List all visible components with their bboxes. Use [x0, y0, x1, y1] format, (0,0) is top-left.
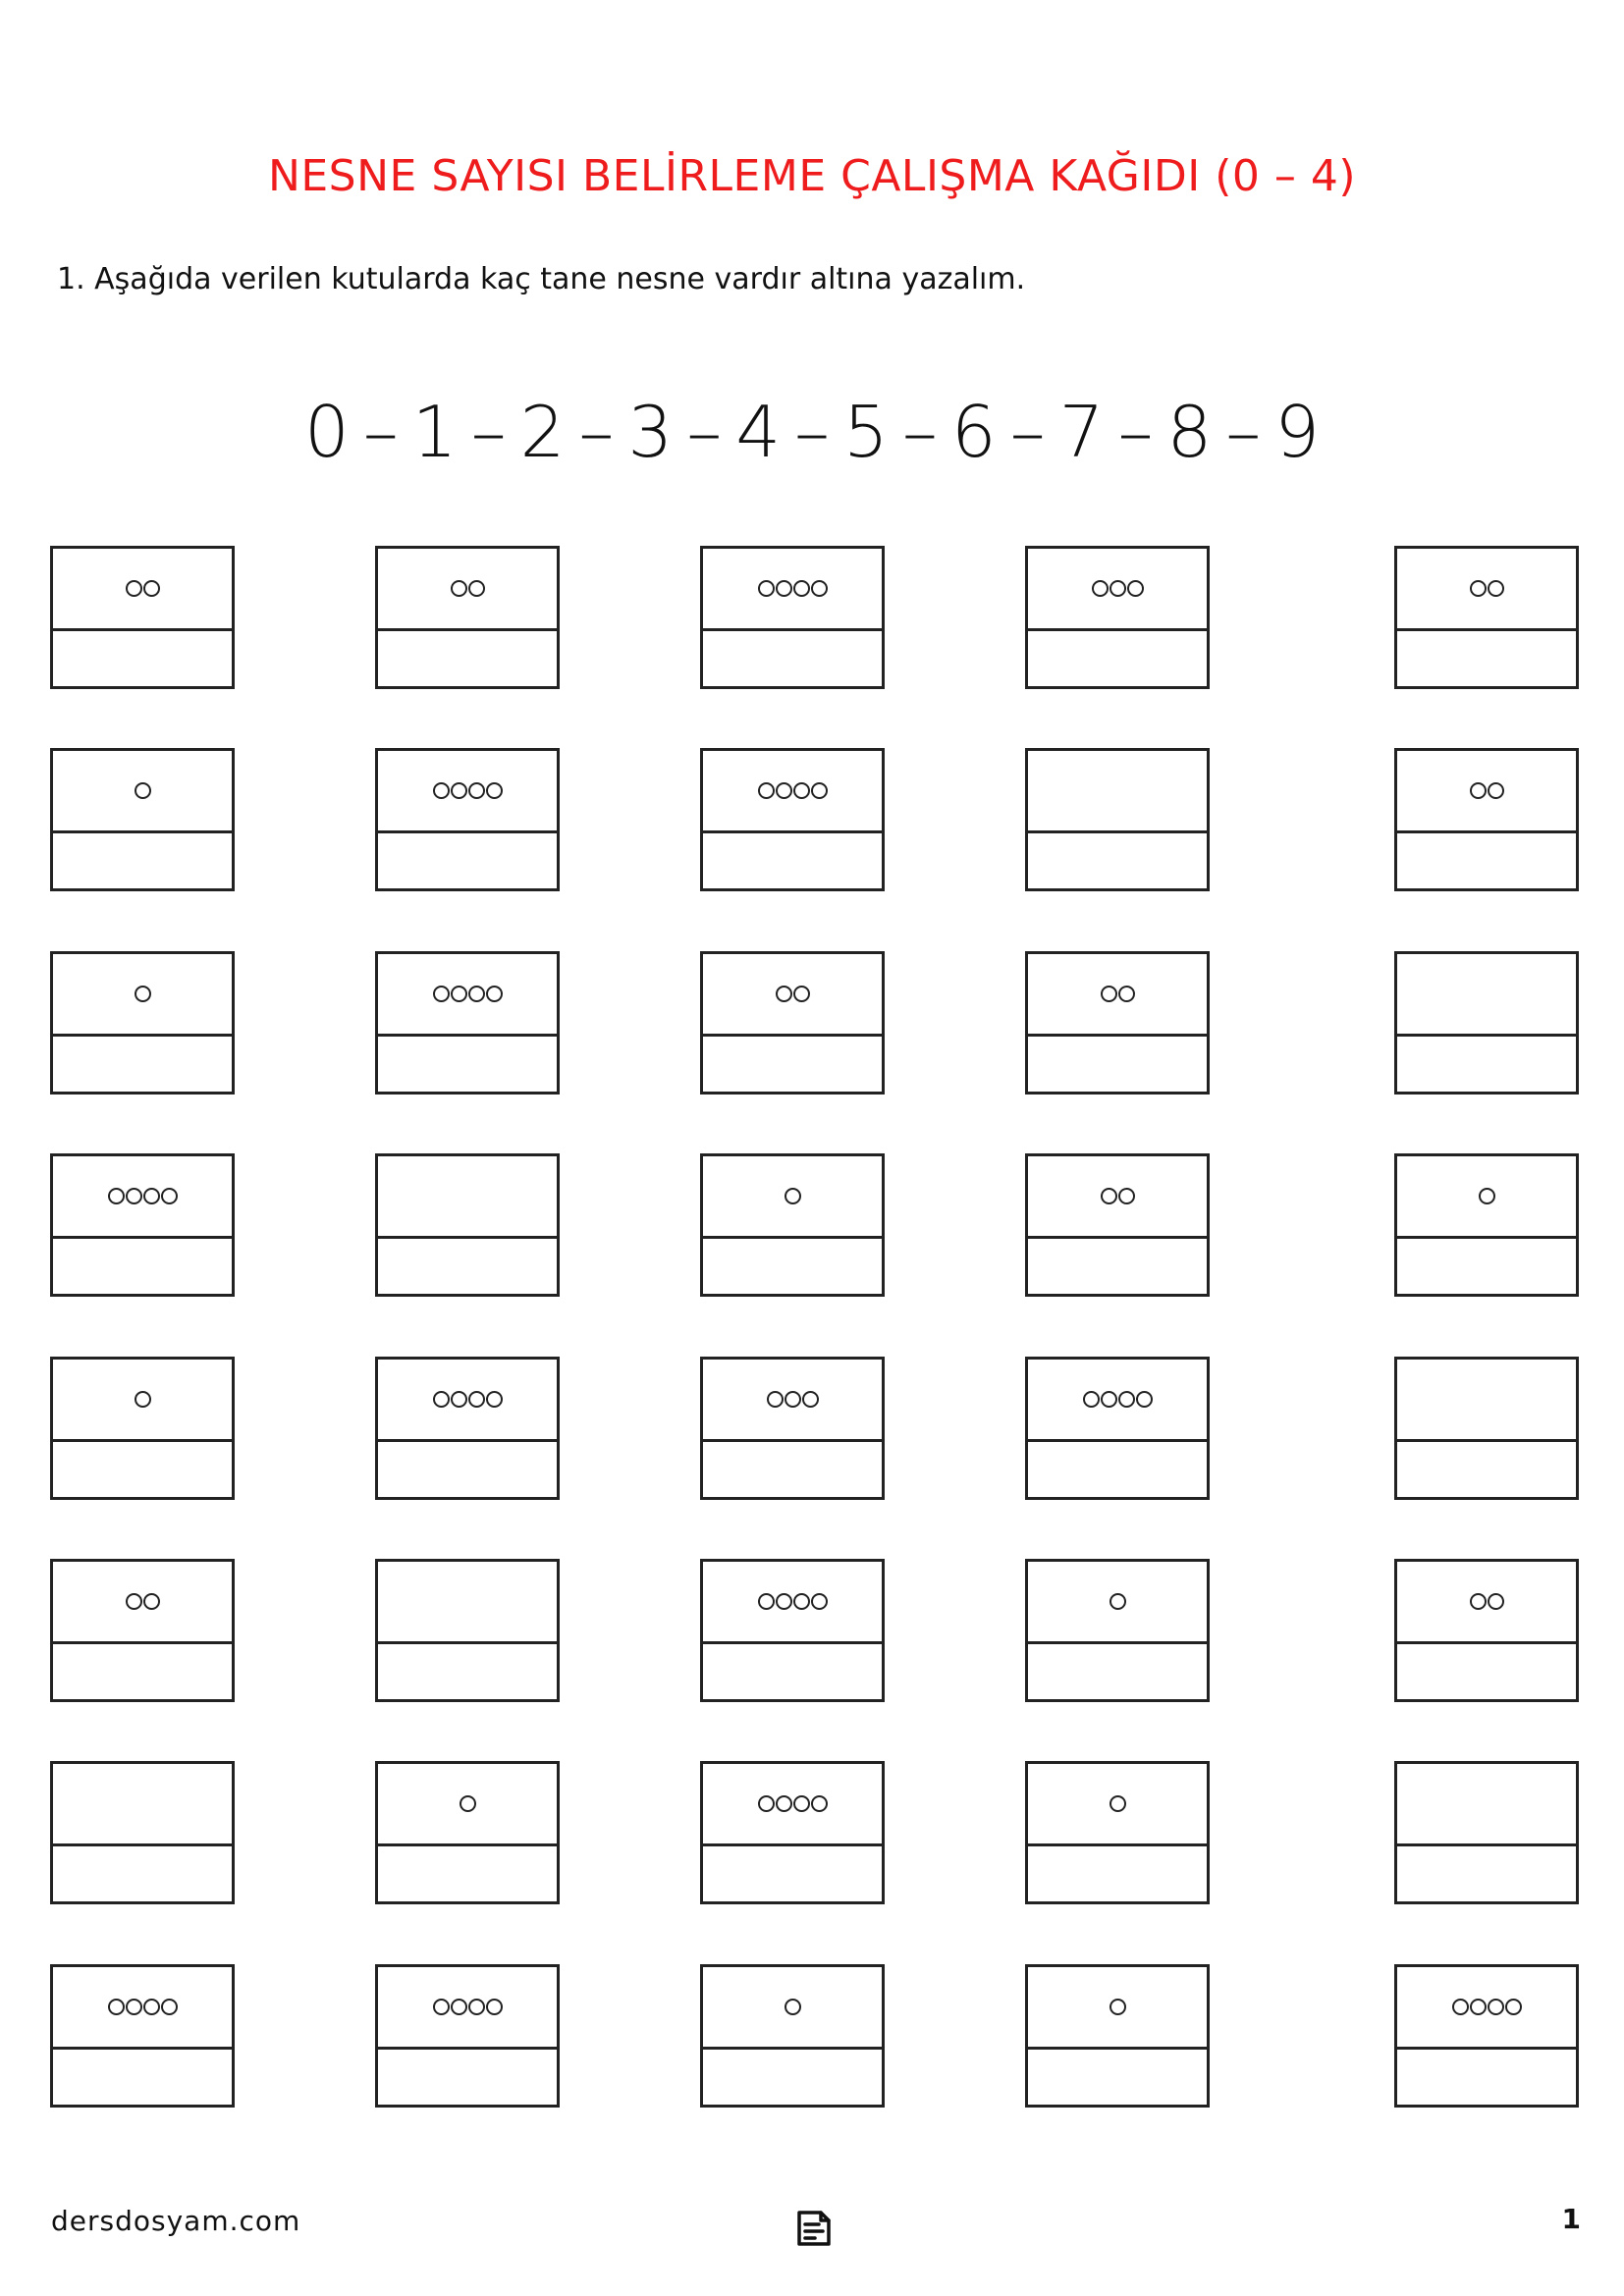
- count-box: [50, 1559, 235, 1702]
- answer-field[interactable]: [378, 1439, 557, 1497]
- circle-object-icon: [758, 1795, 775, 1812]
- circle-object-icon: [1488, 1593, 1504, 1610]
- circle-object-icon: [1505, 1999, 1522, 2015]
- page-title: NESNE SAYISI BELİRLEME ÇALIŞMA KAĞIDI (0 – 4): [267, 151, 1357, 201]
- circle-object-icon: [1101, 1188, 1117, 1204]
- count-box: [1394, 748, 1579, 891]
- circle-object-icon: [451, 580, 467, 597]
- circle-object-icon: [108, 1188, 125, 1204]
- circle-object-icon: [758, 1593, 775, 1610]
- circle-object-icon: [776, 986, 792, 1002]
- circle-object-icon: [776, 782, 792, 799]
- number-separator: –: [470, 391, 507, 473]
- objects-area: [703, 1967, 882, 2050]
- answer-field[interactable]: [53, 1843, 232, 1901]
- circle-object-icon: [143, 1999, 160, 2015]
- number-0: 0: [303, 391, 350, 473]
- objects-area: [1397, 1156, 1576, 1239]
- circle-object-icon: [468, 1999, 485, 2015]
- number-separator: –: [901, 391, 938, 473]
- answer-field[interactable]: [53, 1236, 232, 1294]
- count-box: [1394, 951, 1579, 1095]
- circle-object-icon: [1479, 1188, 1495, 1204]
- count-box: [1025, 748, 1210, 891]
- circle-object-icon: [793, 782, 810, 799]
- objects-area: [1397, 1360, 1576, 1442]
- circle-object-icon: [1127, 580, 1144, 597]
- answer-field[interactable]: [1028, 628, 1207, 686]
- circle-object-icon: [758, 782, 775, 799]
- circle-object-icon: [776, 1795, 792, 1812]
- objects-area: [703, 1360, 882, 1442]
- count-box: [1025, 1153, 1210, 1297]
- objects-area: [378, 1360, 557, 1442]
- count-box: [700, 546, 885, 689]
- count-box: [700, 1761, 885, 1904]
- circle-object-icon: [451, 1999, 467, 2015]
- number-4: 4: [735, 391, 781, 473]
- circle-object-icon: [135, 1391, 151, 1408]
- circle-object-icon: [1136, 1391, 1153, 1408]
- objects-area: [1028, 954, 1207, 1037]
- objects-area: [378, 549, 557, 631]
- objects-area: [1028, 1562, 1207, 1644]
- answer-field[interactable]: [703, 1843, 882, 1901]
- circle-object-icon: [135, 986, 151, 1002]
- objects-area: [703, 954, 882, 1037]
- count-box: [375, 1357, 560, 1500]
- count-box: [375, 1153, 560, 1297]
- count-box: [50, 1357, 235, 1500]
- count-box: [50, 748, 235, 891]
- number-separator: –: [362, 391, 399, 473]
- circle-object-icon: [108, 1999, 125, 2015]
- circle-object-icon: [1470, 580, 1487, 597]
- circle-object-icon: [793, 1795, 810, 1812]
- circle-object-icon: [126, 1999, 142, 2015]
- circle-object-icon: [451, 986, 467, 1002]
- objects-area: [1028, 1360, 1207, 1442]
- answer-field[interactable]: [1397, 628, 1576, 686]
- circle-object-icon: [793, 1593, 810, 1610]
- circle-object-icon: [776, 1593, 792, 1610]
- circle-object-icon: [785, 1391, 801, 1408]
- count-box: [1394, 1153, 1579, 1297]
- circle-object-icon: [1470, 1593, 1487, 1610]
- count-box: [1025, 951, 1210, 1095]
- count-box: [375, 1761, 560, 1904]
- circle-object-icon: [460, 1795, 476, 1812]
- circle-object-icon: [1110, 1999, 1126, 2015]
- objects-area: [53, 1967, 232, 2050]
- circle-object-icon: [1083, 1391, 1100, 1408]
- count-box: [1025, 1559, 1210, 1702]
- objects-area: [703, 1562, 882, 1644]
- objects-area: [53, 1360, 232, 1442]
- answer-field[interactable]: [53, 1641, 232, 1699]
- circle-object-icon: [433, 1391, 450, 1408]
- answer-field[interactable]: [1028, 1439, 1207, 1497]
- circle-object-icon: [811, 1593, 828, 1610]
- footer-site[interactable]: dersdosyam.com: [51, 2205, 301, 2237]
- count-box: [375, 951, 560, 1095]
- number-separator: –: [1009, 391, 1046, 473]
- circle-object-icon: [126, 1188, 142, 1204]
- count-box: [1394, 1761, 1579, 1904]
- circle-object-icon: [1110, 1795, 1126, 1812]
- count-box: [1025, 1357, 1210, 1500]
- circle-object-icon: [486, 986, 503, 1002]
- number-separator: –: [1225, 391, 1262, 473]
- number-separator: –: [1117, 391, 1154, 473]
- objects-area: [378, 1562, 557, 1644]
- circle-object-icon: [1470, 1999, 1487, 2015]
- circle-object-icon: [811, 580, 828, 597]
- circle-object-icon: [468, 580, 485, 597]
- number-3: 3: [627, 391, 674, 473]
- objects-area: [1028, 549, 1207, 631]
- objects-area: [703, 1156, 882, 1239]
- answer-field[interactable]: [1028, 1034, 1207, 1092]
- count-box: [50, 546, 235, 689]
- answer-field[interactable]: [378, 628, 557, 686]
- answer-field[interactable]: [378, 1843, 557, 1901]
- answer-field[interactable]: [703, 830, 882, 888]
- answer-field[interactable]: [1028, 830, 1207, 888]
- circle-object-icon: [486, 1999, 503, 2015]
- number-separator: –: [686, 391, 723, 473]
- answer-field[interactable]: [703, 1236, 882, 1294]
- circle-object-icon: [785, 1188, 801, 1204]
- circle-object-icon: [1110, 580, 1126, 597]
- answer-field[interactable]: [703, 1641, 882, 1699]
- count-box: [700, 748, 885, 891]
- circle-object-icon: [1118, 1188, 1135, 1204]
- answer-field[interactable]: [1397, 1439, 1576, 1497]
- count-box: [700, 951, 885, 1095]
- objects-area: [1397, 1967, 1576, 2050]
- answer-field[interactable]: [703, 1439, 882, 1497]
- circle-object-icon: [143, 580, 160, 597]
- count-box: [50, 1761, 235, 1904]
- circle-object-icon: [767, 1391, 784, 1408]
- circle-object-icon: [776, 580, 792, 597]
- count-box: [1394, 1357, 1579, 1500]
- objects-area: [1397, 1764, 1576, 1846]
- answer-field[interactable]: [1397, 1236, 1576, 1294]
- number-8: 8: [1166, 391, 1213, 473]
- answer-field[interactable]: [53, 1034, 232, 1092]
- objects-area: [53, 1562, 232, 1644]
- count-box: [1394, 546, 1579, 689]
- circle-object-icon: [468, 782, 485, 799]
- circle-object-icon: [785, 1999, 801, 2015]
- count-box: [375, 546, 560, 689]
- circle-object-icon: [802, 1391, 819, 1408]
- circle-object-icon: [758, 580, 775, 597]
- objects-area: [1397, 751, 1576, 833]
- circle-object-icon: [811, 1795, 828, 1812]
- number-5: 5: [843, 391, 889, 473]
- answer-field[interactable]: [703, 1034, 882, 1092]
- answer-field[interactable]: [1397, 1034, 1576, 1092]
- count-box: [700, 1357, 885, 1500]
- objects-area: [53, 1764, 232, 1846]
- count-box: [1394, 1964, 1579, 2108]
- objects-area: [378, 751, 557, 833]
- objects-area: [1028, 1764, 1207, 1846]
- count-box: [1394, 1559, 1579, 1702]
- circle-object-icon: [793, 580, 810, 597]
- objects-area: [703, 751, 882, 833]
- number-9: 9: [1274, 391, 1321, 473]
- circle-object-icon: [143, 1593, 160, 1610]
- answer-field[interactable]: [1028, 1843, 1207, 1901]
- circle-object-icon: [161, 1999, 178, 2015]
- objects-area: [1397, 1562, 1576, 1644]
- objects-area: [378, 1967, 557, 2050]
- answer-field[interactable]: [1397, 1641, 1576, 1699]
- objects-area: [703, 1764, 882, 1846]
- circle-object-icon: [486, 1391, 503, 1408]
- count-box: [1025, 1964, 1210, 2108]
- objects-area: [378, 954, 557, 1037]
- circle-object-icon: [1470, 782, 1487, 799]
- number-separator: –: [794, 391, 830, 473]
- circle-object-icon: [143, 1188, 160, 1204]
- answer-field[interactable]: [378, 1641, 557, 1699]
- circle-object-icon: [1101, 1391, 1117, 1408]
- circle-object-icon: [161, 1188, 178, 1204]
- circle-object-icon: [811, 782, 828, 799]
- answer-field[interactable]: [703, 2047, 882, 2105]
- objects-area: [1028, 751, 1207, 833]
- circle-object-icon: [793, 986, 810, 1002]
- number-6: 6: [950, 391, 997, 473]
- circle-object-icon: [451, 1391, 467, 1408]
- answer-field[interactable]: [1397, 830, 1576, 888]
- count-box: [50, 1153, 235, 1297]
- answer-field[interactable]: [1028, 1236, 1207, 1294]
- circle-object-icon: [1488, 1999, 1504, 2015]
- instruction-text: 1. Aşağıda verilen kutularda kaç tane nesne vardır altına yazalım.: [57, 262, 1026, 296]
- count-box: [50, 1964, 235, 2108]
- count-box: [700, 1153, 885, 1297]
- circle-object-icon: [433, 782, 450, 799]
- objects-area: [1397, 954, 1576, 1037]
- count-box: [375, 1964, 560, 2108]
- circle-object-icon: [433, 986, 450, 1002]
- objects-area: [53, 751, 232, 833]
- answer-field[interactable]: [1397, 1843, 1576, 1901]
- number-separator: –: [578, 391, 615, 473]
- circle-object-icon: [468, 986, 485, 1002]
- circle-object-icon: [1118, 986, 1135, 1002]
- count-box: [700, 1559, 885, 1702]
- circle-object-icon: [451, 782, 467, 799]
- answer-field[interactable]: [1028, 2047, 1207, 2105]
- notepad-icon: [791, 2207, 835, 2250]
- objects-area: [53, 954, 232, 1037]
- number-2: 2: [519, 391, 566, 473]
- circle-object-icon: [1488, 580, 1504, 597]
- answer-field[interactable]: [378, 830, 557, 888]
- answer-field[interactable]: [1028, 1641, 1207, 1699]
- count-box: [1025, 546, 1210, 689]
- circle-object-icon: [126, 1593, 142, 1610]
- count-box: [700, 1964, 885, 2108]
- answer-field[interactable]: [378, 2047, 557, 2105]
- objects-area: [378, 1764, 557, 1846]
- objects-area: [53, 549, 232, 631]
- count-box: [375, 748, 560, 891]
- circle-object-icon: [433, 1999, 450, 2015]
- answer-field[interactable]: [378, 1034, 557, 1092]
- circle-object-icon: [126, 580, 142, 597]
- count-box: [375, 1559, 560, 1702]
- objects-area: [1028, 1967, 1207, 2050]
- circle-object-icon: [1118, 1391, 1135, 1408]
- answer-field[interactable]: [53, 628, 232, 686]
- circle-object-icon: [1452, 1999, 1469, 2015]
- answer-field[interactable]: [1397, 2047, 1576, 2105]
- answer-field[interactable]: [703, 628, 882, 686]
- circle-object-icon: [1092, 580, 1109, 597]
- number-1: 1: [411, 391, 458, 473]
- objects-area: [1028, 1156, 1207, 1239]
- circle-object-icon: [468, 1391, 485, 1408]
- circle-object-icon: [486, 782, 503, 799]
- answer-field[interactable]: [53, 1439, 232, 1497]
- objects-area: [1397, 549, 1576, 631]
- objects-area: [378, 1156, 557, 1239]
- number-7: 7: [1058, 391, 1105, 473]
- objects-area: [53, 1156, 232, 1239]
- circle-object-icon: [1110, 1593, 1126, 1610]
- count-box: [1025, 1761, 1210, 1904]
- objects-area: [703, 549, 882, 631]
- answer-field[interactable]: [53, 2047, 232, 2105]
- answer-field[interactable]: [378, 1236, 557, 1294]
- count-box: [50, 951, 235, 1095]
- circle-object-icon: [135, 782, 151, 799]
- circle-object-icon: [1488, 782, 1504, 799]
- answer-field[interactable]: [53, 830, 232, 888]
- page-number: 1: [1561, 2203, 1581, 2235]
- circle-object-icon: [1101, 986, 1117, 1002]
